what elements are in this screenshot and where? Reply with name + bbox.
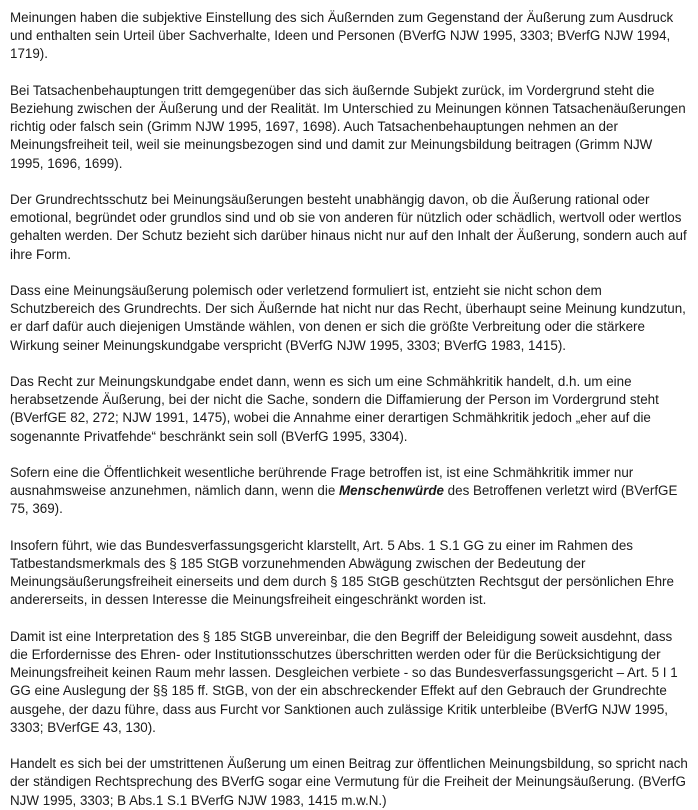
document-body — [10, 9, 688, 810]
paragraph-polemic-expression: Dass eine Meinungsäußerung polemisch oder verletzend formuliert ist, entzieht sie nicht schon dem Schutzbereich des Grundrechts. Der sich Äußernde hat nicht nur das Recht, überhaupt seine Meinung kundzutun, er darf dafür auch diejenigen Umstände wählen, von denen er sich die größte Verbreitung oder die stärkere Wirkung seiner Meinungskundgabe verspricht (BVerfG NJW 1995, 3303; BVerfG 1983, 1415). — [10, 283, 686, 353]
paragraph-presumption-of-freedom: Handelt es sich bei der umstrittenen Äußerung um einen Beitrag zur öffentlichen Meinungsbildung, so spricht nach der ständigen Rechtsprechung des BVerfG sogar eine Vermutung für die Freiheit der Meinungsäußerung. (BVerfG NJW 1995, 3303; B Abs.1 S.1 BVerfG NJW 1983, 1415 m.w.N.) — [10, 756, 688, 808]
paragraph-fundamental-rights-protection: Der Grundrechtsschutz bei Meinungsäußerungen besteht unabhängig davon, ob die Äußerung rational oder emotional, begründet oder grundlos sind und ob sie von anderen für nützlich oder schädlich, wertvoll oder wertlos gehalten werden. Der Schutz bezieht sich darüber hinaus nicht nur auf den Inhalt der Äußerung, sondern auch auf ihre Form. — [10, 192, 687, 262]
paragraph-factual-claims: Bei Tatsachenbehauptungen tritt demgegenüber das sich äußernde Subjekt zurück, im Vordergrund steht die Beziehung zwischen der Äußerung und der Realität. Im Unterschied zu Meinungen können Tatsachenäußerungen richtig oder falsch sein (Grimm NJW 1995, 1697, 1698). Auch Tatsachenbehauptungen nehmen an der Meinungsfreiheit teil, weil sie meinungsbezogen sind und damit zur Meinungsbildung beitragen (Grimm NJW 1995, 1696, 1699). — [10, 82, 686, 171]
paragraph-balancing-test: Insofern führt, wie das Bundesverfassungsgericht klarstellt, Art. 5 Abs. 1 S.1 GG zu einer im Rahmen des Tatbestandsmerkmals des § 185 StGB vorzunehmenden Abwägung zwischen der Bedeutung der Meinungsäußerungsfreiheit einerseits und dem durch § 185 StGB geschützten Rechtsgut der persönlichen Ehre andererseits, in dessen Interesse die Meinungsfreiheit eingeschränkt worden ist. — [10, 537, 674, 608]
paragraph-human-dignity — [10, 464, 688, 519]
paragraph-opinions: Meinungen haben die subjektive Einstellung des sich Äußernden zum Gegenstand der Äußerung zum Ausdruck und enthalten sein Urteil über Sachverhalte, Ideen und Personen (BVerfG NJW 1995, 3303; BVerfG NJW 1994, 1719). — [10, 10, 674, 62]
paragraph-abusive-criticism: Das Recht zur Meinungskundgabe endet dann, wenn es sich um eine Schmähkritik handelt, d.h. um eine herabsetzende Äußerung, bei der nicht die Sache, sondern die Diffamierung der Person im Vordergrund steht (BVerfGE 82, 272; NJW 1991, 1475), wobei die Annahme einer derartigen Schmähkritik jedoch „eher auf die sogenannte Privatfehde“ beschränkt sein soll (BVerfG 1995, 3304). — [10, 374, 659, 444]
emphasis-menschenwuerde: Menschenwürde — [339, 483, 444, 499]
paragraph-human-dignity-text-after: des Betroffenen verletzt wird (BVerfGE 75, 369). — [10, 483, 678, 517]
paragraph-interpretation-limits: Damit ist eine Interpretation des § 185 StGB unvereinbar, die den Begriff der Beleidigung soweit ausdehnt, dass die Erfordernisse des Ehren- oder Institutionsschutzes überschritten werden oder für die Berücksichtigung der Meinungsfreiheit keinen Raum mehr lassen. Desgleichen verbiete - so das Bundesverfassungsgericht – Art. 5 I 1 GG eine Auslegung der §§ 185 ff. StGB, von der ein abschreckender Effekt auf den Gebrauch der Grundrechte ausgehe, der dazu führe, dass aus Furcht vor Sanktionen auch zulässige Kritik unterbleibe (BVerfG NJW 1995, 3303; BVerfGE 43, 130). — [10, 628, 678, 735]
paragraph-human-dignity-text-before: Sofern eine die Öffentlichkeit wesentliche berührende Frage betroffen ist, ist eine Schmähkritik immer nur ausnahmsweise anzunehmen, nämlich dann, wenn die — [10, 465, 634, 499]
